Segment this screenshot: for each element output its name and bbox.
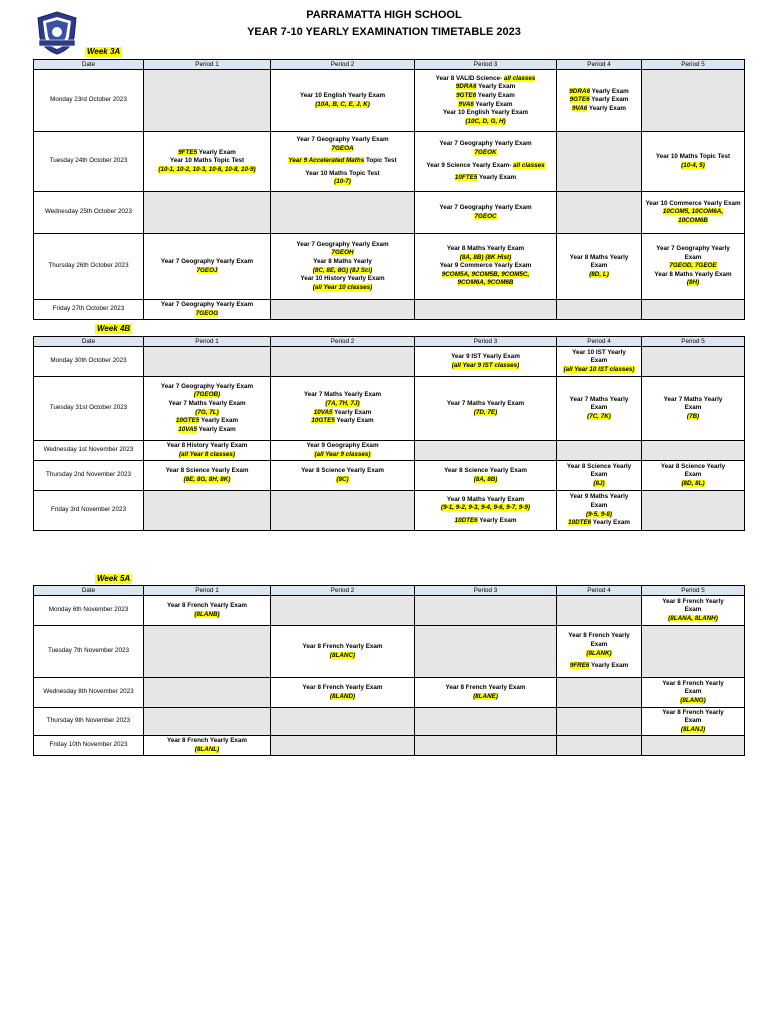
period-cell [415, 461, 557, 491]
period-cell [271, 678, 415, 708]
class-group-highlight: (8A, 8B) (8K Hist) [459, 253, 512, 261]
empty-period-cell [642, 491, 745, 531]
class-group-highlight: (7D, 7E) [473, 408, 498, 416]
empty-period-cell [557, 132, 642, 192]
column-header: Period 5 [642, 337, 745, 347]
class-group-highlight: 7GEOA [331, 144, 354, 152]
class-group-highlight: (8LANG) [680, 696, 706, 704]
class-group-highlight: (8D, L) [589, 270, 609, 278]
period-cell [557, 461, 642, 491]
column-header: Period 4 [557, 586, 642, 596]
empty-period-cell [271, 192, 415, 234]
week-5a-table [33, 585, 745, 756]
column-header: Period 1 [144, 337, 271, 347]
period-cell [271, 377, 415, 441]
exam-text: Year 7 Maths Yearly Exam [446, 399, 525, 407]
exam-text: Year 9 Maths Yearly [569, 493, 629, 501]
empty-period-cell [557, 192, 642, 234]
period-cell [144, 461, 271, 491]
class-group-highlight: (10A, B, C, E, J, K) [315, 100, 370, 108]
empty-period-cell [144, 626, 271, 678]
table-header-row [34, 60, 745, 70]
empty-period-cell [144, 678, 271, 708]
class-group-highlight: (8LANE) [473, 692, 498, 700]
exam-text: Year 8 History Yearly Exam [166, 441, 248, 449]
exam-text: Year 7 Maths Yearly Exam [168, 399, 246, 407]
table-row [34, 678, 745, 708]
exam-text: Year 8 French Yearly Exam [302, 683, 383, 691]
exam-text: Yearly Exam [197, 148, 236, 156]
empty-period-cell [271, 300, 415, 320]
empty-period-cell [642, 626, 745, 678]
class-group-highlight: 9DRA6 [455, 83, 477, 91]
exam-text: Year 10 Maths Topic Test [655, 152, 731, 160]
class-group-highlight: 7GEOG [195, 309, 219, 317]
class-group-highlight: (7A, 7H, 7J) [325, 399, 360, 407]
class-group-highlight: 10DTE6 [454, 516, 478, 524]
exam-text: Yearly Exam [589, 662, 629, 670]
column-header: Period 3 [415, 337, 557, 347]
period-cell [557, 347, 642, 377]
class-group-highlight: (8LANK) [586, 649, 612, 657]
period-cell [642, 377, 745, 441]
exam-text: Year 8 Science Yearly Exam [301, 466, 384, 474]
empty-period-cell [557, 300, 642, 320]
class-group-highlight: 9COM6A, 9COM6B [457, 279, 514, 287]
empty-period-cell [271, 708, 415, 736]
period-cell [642, 234, 745, 300]
empty-period-cell [144, 70, 271, 132]
exam-text: Year 7 Geography Yearly Exam [439, 140, 532, 148]
empty-period-cell [144, 708, 271, 736]
table-row [34, 491, 745, 531]
class-group-highlight: (7G, 7L) [195, 408, 219, 416]
empty-period-cell [415, 626, 557, 678]
exam-text: Yearly Exam [477, 174, 517, 182]
column-header: Period 1 [144, 60, 271, 70]
period-cell [557, 491, 642, 531]
exam-text: Yearly Exam [587, 104, 627, 112]
class-group-highlight: 9GTE6 [569, 96, 590, 104]
exam-text: Exam [590, 640, 608, 648]
exam-text: Year 9 IST Yearly Exam [451, 352, 520, 360]
exam-text: Exam [684, 717, 702, 725]
exam-text: Year 8 French Yearly Exam [445, 683, 526, 691]
date-cell: Tuesday 24th October 2023 [34, 132, 144, 192]
empty-period-cell [271, 347, 415, 377]
empty-period-cell [144, 347, 271, 377]
column-header: Period 5 [642, 60, 745, 70]
exam-text: Exam [590, 471, 608, 479]
period-cell [271, 132, 415, 192]
class-group-highlight: (8H) [686, 279, 700, 287]
exam-text: Yearly Exam [591, 519, 630, 527]
table-row [34, 708, 745, 736]
class-group-highlight: (8D, 8L) [681, 479, 705, 487]
table-row [34, 736, 745, 756]
exam-text: Yearly Exam [334, 417, 374, 425]
date-cell: Monday 6th November 2023 [34, 596, 144, 626]
class-group-highlight: (8J) [593, 479, 605, 487]
table-row [34, 70, 745, 132]
period-cell [642, 596, 745, 626]
class-group-highlight: 9VA6 [458, 100, 474, 108]
date-cell: Monday 30th October 2023 [34, 347, 144, 377]
empty-period-cell [415, 300, 557, 320]
exam-text: Exam [684, 688, 702, 696]
exam-text: Year 10 English Yearly Exam [442, 109, 529, 117]
date-cell: Monday 23rd October 2023 [34, 70, 144, 132]
empty-period-cell [642, 347, 745, 377]
class-group-highlight: (8LANJ) [680, 725, 706, 733]
class-group-highlight: (7B) [686, 412, 700, 420]
date-cell: Friday 10th November 2023 [34, 736, 144, 756]
date-cell: Friday 27th October 2023 [34, 300, 144, 320]
empty-period-cell [144, 491, 271, 531]
period-cell [415, 192, 557, 234]
period-cell [271, 70, 415, 132]
class-group-highlight: (all Year 9 IST classes) [451, 361, 520, 369]
period-cell [557, 626, 642, 678]
date-cell: Tuesday 31st October 2023 [34, 377, 144, 441]
column-header: Period 4 [557, 60, 642, 70]
exam-text: Yearly Exam [476, 91, 515, 99]
period-cell [415, 234, 557, 300]
table-row [34, 192, 745, 234]
exam-text: Yearly Exam [477, 516, 517, 524]
class-group-highlight: 10GTE5 [175, 417, 200, 425]
empty-period-cell [144, 192, 271, 234]
table-header-row [34, 586, 745, 596]
class-group-highlight: (10C, D, G, H) [465, 117, 506, 125]
class-group-highlight: 9COM5A, 9COM5B, 9COM5C, [441, 270, 530, 278]
class-group-highlight: 9FTE5 [178, 148, 198, 156]
class-group-highlight: Year 9 Accelerated Maths [288, 157, 365, 165]
week-label: Week 4B [97, 324, 131, 333]
period-cell [144, 596, 271, 626]
exam-text: Year 9 Commerce Yearly Exam [439, 262, 532, 270]
period-cell [557, 234, 642, 300]
exam-text: Year 7 Geography Yearly Exam [160, 257, 254, 265]
class-group-highlight: 10FTE5 [454, 174, 478, 182]
exam-text: Year 7 Geography Yearly Exam [160, 300, 254, 308]
column-header: Period 5 [642, 586, 745, 596]
column-header: Period 2 [271, 586, 415, 596]
period-cell [415, 491, 557, 531]
exam-text: Year 10 Commerce Yearly Exam [645, 199, 741, 207]
class-group-highlight: (8E, 8G, 8H, 8K) [183, 475, 231, 483]
exam-text: Year 8 Maths Yearly Exam [654, 270, 732, 278]
table-row [34, 347, 745, 377]
class-group-highlight: (10-4, 5) [681, 161, 705, 169]
class-group-highlight: 10GTE5 [311, 417, 335, 425]
class-group-highlight: (8LAND) [329, 692, 356, 700]
class-group-highlight: (all Year 10 IST classes) [563, 365, 635, 373]
week-label: Week 5A [97, 574, 131, 583]
period-cell [144, 132, 271, 192]
exam-text: Year 8 French Yearly Exam [166, 736, 248, 744]
table-row [34, 132, 745, 192]
exam-text: Year 8 French Yearly [662, 679, 724, 687]
class-group-highlight: 10COM5, 10COM6A, [662, 208, 724, 216]
class-group-highlight: (7GEOB) [193, 391, 221, 399]
table-header-row [34, 337, 745, 347]
empty-period-cell [415, 441, 557, 461]
exam-text: Year 8 Maths Yearly [313, 257, 372, 265]
exam-text: Exam [684, 471, 702, 479]
class-group-highlight: (all Year 10 classes) [312, 283, 373, 291]
empty-period-cell [557, 736, 642, 756]
exam-text: Year 8 Science Yearly Exam [444, 466, 527, 474]
exam-text: Yearly Exam [332, 408, 372, 416]
exam-text: Exam [684, 606, 702, 614]
period-cell [415, 678, 557, 708]
exam-text: Yearly Exam [199, 417, 239, 425]
class-group-highlight: 10DTE6 [568, 519, 592, 527]
date-cell: Thursday 26th October 2023 [34, 234, 144, 300]
class-group-highlight: (7C, 7K) [587, 412, 611, 420]
class-group-highlight: (8A, 8B) [473, 475, 498, 483]
period-cell [144, 234, 271, 300]
column-header: Period 2 [271, 60, 415, 70]
period-cell [642, 192, 745, 234]
exam-text: Year 8 Science Yearly [566, 462, 632, 470]
class-group-highlight: 7GEOJ [196, 266, 218, 274]
class-group-highlight: (9-5, 9-8) [586, 510, 612, 518]
exam-text: Yearly Exam [197, 425, 236, 433]
period-cell [415, 70, 557, 132]
empty-period-cell [642, 441, 745, 461]
empty-period-cell [557, 441, 642, 461]
exam-text: Year 7 Geography Yearly Exam [160, 382, 254, 390]
date-cell: Thursday 9th November 2023 [34, 708, 144, 736]
column-header: Period 3 [415, 586, 557, 596]
class-group-highlight: 9GTE6 [456, 91, 477, 99]
exam-text: Year 7 Geography Yearly Exam [439, 203, 532, 211]
exam-text: Year 9 Science Yearly Exam- [426, 161, 514, 169]
table-row [34, 626, 745, 678]
period-cell [557, 70, 642, 132]
week-3a-table [33, 59, 745, 320]
class-group-highlight: 7GEOH [331, 249, 354, 257]
week-4b-table [33, 336, 745, 531]
empty-period-cell [642, 300, 745, 320]
timetable-title: YEAR 7-10 YEARLY EXAMINATION TIMETABLE 2023 [247, 26, 521, 38]
exam-text: Year 8 French Yearly Exam [302, 642, 383, 650]
exam-text: Year 7 Maths Yearly [663, 395, 723, 403]
exam-text: Exam [684, 404, 702, 412]
class-group-highlight: (8LANB) [194, 610, 220, 618]
class-group-highlight: (8C) [336, 475, 349, 483]
period-cell [271, 441, 415, 461]
date-cell: Wednesday 1st November 2023 [34, 441, 144, 461]
exam-text: Exam [590, 501, 608, 509]
empty-period-cell [271, 596, 415, 626]
period-cell [642, 461, 745, 491]
exam-text: Year 10 History Yearly Exam [300, 275, 385, 283]
date-cell: Thursday 2nd November 2023 [34, 461, 144, 491]
exam-text: Yearly Exam [473, 100, 513, 108]
class-group-highlight: (10-7) [334, 178, 351, 186]
class-group-highlight: 9DRA6 [569, 87, 590, 95]
exam-text: Year 8 French Yearly Exam [166, 601, 248, 609]
exam-text: Year 9 Geography Exam [306, 441, 379, 449]
school-name: PARRAMATTA HIGH SCHOOL [306, 9, 462, 21]
column-header: Date [34, 586, 144, 596]
exam-text: Exam [590, 404, 608, 412]
period-cell [557, 377, 642, 441]
table-row [34, 441, 745, 461]
period-cell [271, 626, 415, 678]
class-group-highlight: 7GEOK [474, 148, 497, 156]
period-cell [415, 377, 557, 441]
exam-text: Exam [590, 357, 608, 365]
class-group-highlight: all classes [503, 74, 536, 82]
class-group-highlight: 10VA5 [313, 408, 333, 416]
class-group-highlight: (all Year 8 classes) [178, 450, 235, 458]
class-group-highlight: (8C, 8E, 8G) (8J Sci) [312, 266, 373, 274]
exam-text: Year 8 Maths Yearly [569, 253, 629, 261]
exam-text: Year 7 Geography Yearly Exam [296, 240, 389, 248]
exam-text: Year 7 Maths Yearly [569, 395, 629, 403]
period-cell [642, 132, 745, 192]
empty-period-cell [271, 491, 415, 531]
exam-text: Year 10 Maths Topic Test [305, 169, 380, 177]
empty-period-cell [557, 678, 642, 708]
date-cell: Friday 3rd November 2023 [34, 491, 144, 531]
exam-text: Year 9 Maths Yearly Exam [446, 495, 525, 503]
column-header: Date [34, 60, 144, 70]
exam-text: Exam [684, 253, 702, 261]
exam-text: Yearly Exam [589, 87, 629, 95]
class-group-highlight: (8LANC) [329, 651, 356, 659]
table-row [34, 234, 745, 300]
column-header: Period 3 [415, 60, 557, 70]
exam-text: Year 8 Maths Yearly Exam [446, 245, 525, 253]
period-cell [144, 377, 271, 441]
period-cell [144, 441, 271, 461]
class-group-highlight: 7GEOD, 7GEOE [669, 262, 717, 270]
exam-text: Exam [590, 262, 608, 270]
class-group-highlight: 10VA5 [178, 425, 198, 433]
class-group-highlight: 9VA6 [571, 104, 588, 112]
empty-period-cell [415, 708, 557, 736]
exam-text: Year 8 French Yearly [662, 597, 724, 605]
table-row [34, 461, 745, 491]
table-row [34, 377, 745, 441]
empty-period-cell [271, 736, 415, 756]
column-header: Period 2 [271, 337, 415, 347]
class-group-highlight: (8LANA, 8LANH) [668, 614, 718, 622]
empty-period-cell [415, 736, 557, 756]
class-group-highlight: 7GEOC [474, 212, 497, 220]
date-cell: Wednesday 25th October 2023 [34, 192, 144, 234]
empty-period-cell [557, 708, 642, 736]
exam-text: Year 8 French Yearly [662, 708, 724, 716]
column-header: Period 4 [557, 337, 642, 347]
period-cell [144, 300, 271, 320]
exam-text: Year 7 Geography Yearly [656, 245, 730, 253]
class-group-highlight: (8LANL) [194, 745, 220, 753]
exam-text: Topic Test [364, 157, 397, 165]
exam-text: Year 8 Science Yearly [660, 462, 726, 470]
exam-text: Year 10 Maths Topic Test [169, 157, 245, 165]
period-cell [271, 234, 415, 300]
class-group-highlight: (9-1, 9-2, 9-3, 9-4, 9-6, 9-7, 9-9) [441, 504, 530, 512]
class-group-highlight: (all Year 9 classes) [314, 450, 371, 458]
exam-text: Year 10 IST Yearly [572, 348, 626, 356]
column-header: Period 1 [144, 586, 271, 596]
class-group-highlight: 9FRE6 [569, 662, 590, 670]
empty-period-cell [557, 596, 642, 626]
period-cell [415, 347, 557, 377]
empty-period-cell [415, 596, 557, 626]
exam-text: Year 8 VALID Science- [435, 74, 504, 82]
exam-text: Year 7 Maths Yearly Exam [303, 391, 382, 399]
class-group-highlight: all classes [513, 161, 545, 169]
exam-text: Year 8 French Yearly [568, 632, 630, 640]
exam-text: Yearly Exam [589, 96, 629, 104]
period-cell [271, 461, 415, 491]
empty-period-cell [642, 70, 745, 132]
exam-text: Year 8 Science Yearly Exam [165, 466, 249, 474]
table-row [34, 596, 745, 626]
class-group-highlight: 10COM6B [678, 216, 708, 224]
period-cell [144, 736, 271, 756]
empty-period-cell [642, 736, 745, 756]
period-cell [642, 678, 745, 708]
class-group-highlight: (10-1, 10-2, 10-3, 10-6, 10-8, 10-9) [158, 165, 256, 173]
period-cell [642, 708, 745, 736]
exam-text: Year 7 Geography Yearly Exam [296, 136, 389, 144]
week-label: Week 3A [87, 47, 121, 56]
period-cell [415, 132, 557, 192]
date-cell: Tuesday 7th November 2023 [34, 626, 144, 678]
exam-text: Year 10 English Yearly Exam [299, 91, 386, 99]
exam-text: Yearly Exam [476, 83, 516, 91]
table-row [34, 300, 745, 320]
column-header: Date [34, 337, 144, 347]
date-cell: Wednesday 8th November 2023 [34, 678, 144, 708]
